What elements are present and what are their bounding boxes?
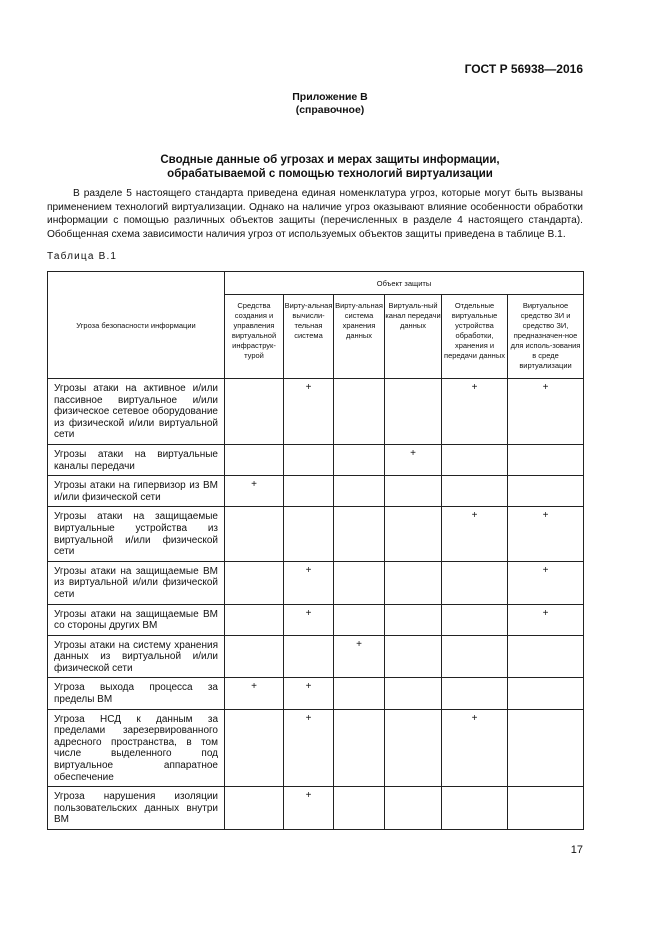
mark-cell: +: [442, 709, 508, 787]
mark-cell: [385, 787, 442, 830]
threat-table: [47, 271, 584, 830]
mark-cell: [334, 678, 385, 709]
mark-cell: [385, 507, 442, 561]
mark-cell: +: [442, 379, 508, 445]
table-row: [48, 507, 584, 561]
section-title: [110, 153, 550, 181]
mark-cell: +: [284, 561, 334, 604]
mark-cell: [284, 635, 334, 678]
mark-cell: +: [284, 379, 334, 445]
mark-cell: [334, 787, 385, 830]
intro-paragraph: [47, 187, 583, 241]
mark-cell: +: [225, 678, 284, 709]
threat-cell: Угрозы атаки на гипервизор из ВМ и/или физической сети: [48, 476, 225, 507]
threat-cell: Угрозы атаки на систему хранения данных из виртуальной и/или физической сети: [48, 635, 225, 678]
column-header: Отдельные виртуальные устройства обработки, хранения и передачи данных: [442, 295, 508, 379]
mark-cell: [385, 678, 442, 709]
mark-cell: [334, 709, 385, 787]
mark-cell: +: [284, 678, 334, 709]
intro-text: В разделе 5 настоящего стандарта приведена единая номенклатура угроз, которые могут быть вызваны применением технологий виртуализации. Однако на наличие угроз оказывают влияние особенности обработки информации с помощью различных объектов защиты (перечисленных в разделе 4 настоящего стандарта). Обобщенная схема зависимости наличия угроз от используемых объектов защиты приведена в таблице В.1.: [47, 188, 583, 240]
table-row: [48, 379, 584, 445]
mark-cell: [442, 476, 508, 507]
mark-cell: [442, 444, 508, 475]
mark-cell: [442, 635, 508, 678]
appendix-title: Приложение В: [292, 91, 368, 103]
column-header: Средства создания и управления виртуальной инфраструк-турой: [225, 295, 284, 379]
table-row: [48, 476, 584, 507]
mark-cell: [442, 678, 508, 709]
mark-cell: [334, 561, 385, 604]
table-header-row: [48, 272, 584, 295]
threat-cell: Угрозы атаки на защищаемые ВМ из виртуальной и/или физической сети: [48, 561, 225, 604]
mark-cell: +: [284, 787, 334, 830]
mark-cell: [334, 476, 385, 507]
mark-cell: [225, 787, 284, 830]
mark-cell: [334, 379, 385, 445]
mark-cell: [334, 604, 385, 635]
mark-cell: +: [508, 379, 584, 445]
mark-cell: +: [284, 709, 334, 787]
table-row: [48, 604, 584, 635]
table-row: [48, 787, 584, 830]
mark-cell: [225, 379, 284, 445]
mark-cell: [442, 604, 508, 635]
mark-cell: [284, 507, 334, 561]
mark-cell: [508, 476, 584, 507]
threat-cell: Угроза выхода процесса за пределы ВМ: [48, 678, 225, 709]
mark-cell: +: [284, 604, 334, 635]
mark-cell: [225, 635, 284, 678]
threat-cell: Угроза НСД к данным за пределами зарезервированного адресного пространства, в том числе выделенного под виртуальное аппаратное обеспечение: [48, 709, 225, 787]
mark-cell: [385, 709, 442, 787]
protection-object-header: Объект защиты: [225, 272, 584, 295]
mark-cell: [385, 635, 442, 678]
mark-cell: [225, 444, 284, 475]
mark-cell: [508, 709, 584, 787]
mark-cell: +: [508, 561, 584, 604]
appendix-subtitle: (справочное): [295, 104, 365, 116]
mark-cell: +: [442, 507, 508, 561]
mark-cell: [508, 678, 584, 709]
mark-cell: +: [225, 476, 284, 507]
column-header: Виртуальное средство ЗИ и средство ЗИ, предназначен-ное для исполь-зования в среде виртуализации: [508, 295, 584, 379]
column-header: Вирту-альная вычисли-тельная система: [284, 295, 334, 379]
section-title-line: Сводные данные об угрозах и мерах защиты информации,: [160, 154, 500, 166]
mark-cell: [508, 444, 584, 475]
mark-cell: [508, 787, 584, 830]
mark-cell: +: [508, 604, 584, 635]
mark-cell: [385, 561, 442, 604]
threat-cell: Угроза нарушения изоляции пользовательских данных внутри ВМ: [48, 787, 225, 830]
threat-cell: Угрозы атаки на защищаемые виртуальные устройства из виртуальной и/или физической сети: [48, 507, 225, 561]
threat-cell: Угрозы атаки на виртуальные каналы передачи: [48, 444, 225, 475]
mark-cell: [334, 444, 385, 475]
threat-column-header: Угроза безопасности информации: [48, 272, 225, 379]
column-header: Виртуаль-ный канал передачи данных: [385, 295, 442, 379]
mark-cell: [225, 604, 284, 635]
page-number: 17: [570, 844, 583, 856]
mark-cell: [385, 604, 442, 635]
mark-cell: [442, 787, 508, 830]
threat-cell: Угрозы атаки на активное и/или пассивное виртуальное и/или физическое сетевое оборудование из физической и/или виртуальной сети: [48, 379, 225, 445]
table-row: [48, 635, 584, 678]
column-header: Вирту-альная система хранения данных: [334, 295, 385, 379]
table-label: Таблица В.1: [47, 251, 118, 262]
standard-number: ГОСТ Р 56938—2016: [464, 62, 583, 76]
mark-cell: [284, 444, 334, 475]
section-title-line: обрабатываемой с помощью технологий виртуализации: [167, 168, 493, 180]
mark-cell: [225, 561, 284, 604]
table-row: [48, 444, 584, 475]
table-row: [48, 709, 584, 787]
threat-cell: Угрозы атаки на защищаемые ВМ со стороны других ВМ: [48, 604, 225, 635]
table-row: [48, 678, 584, 709]
mark-cell: [385, 379, 442, 445]
mark-cell: [442, 561, 508, 604]
appendix-heading: [230, 91, 430, 117]
mark-cell: [225, 507, 284, 561]
mark-cell: [385, 476, 442, 507]
mark-cell: +: [385, 444, 442, 475]
mark-cell: +: [508, 507, 584, 561]
mark-cell: +: [334, 635, 385, 678]
mark-cell: [284, 476, 334, 507]
mark-cell: [334, 507, 385, 561]
table-row: [48, 561, 584, 604]
mark-cell: [508, 635, 584, 678]
mark-cell: [225, 709, 284, 787]
